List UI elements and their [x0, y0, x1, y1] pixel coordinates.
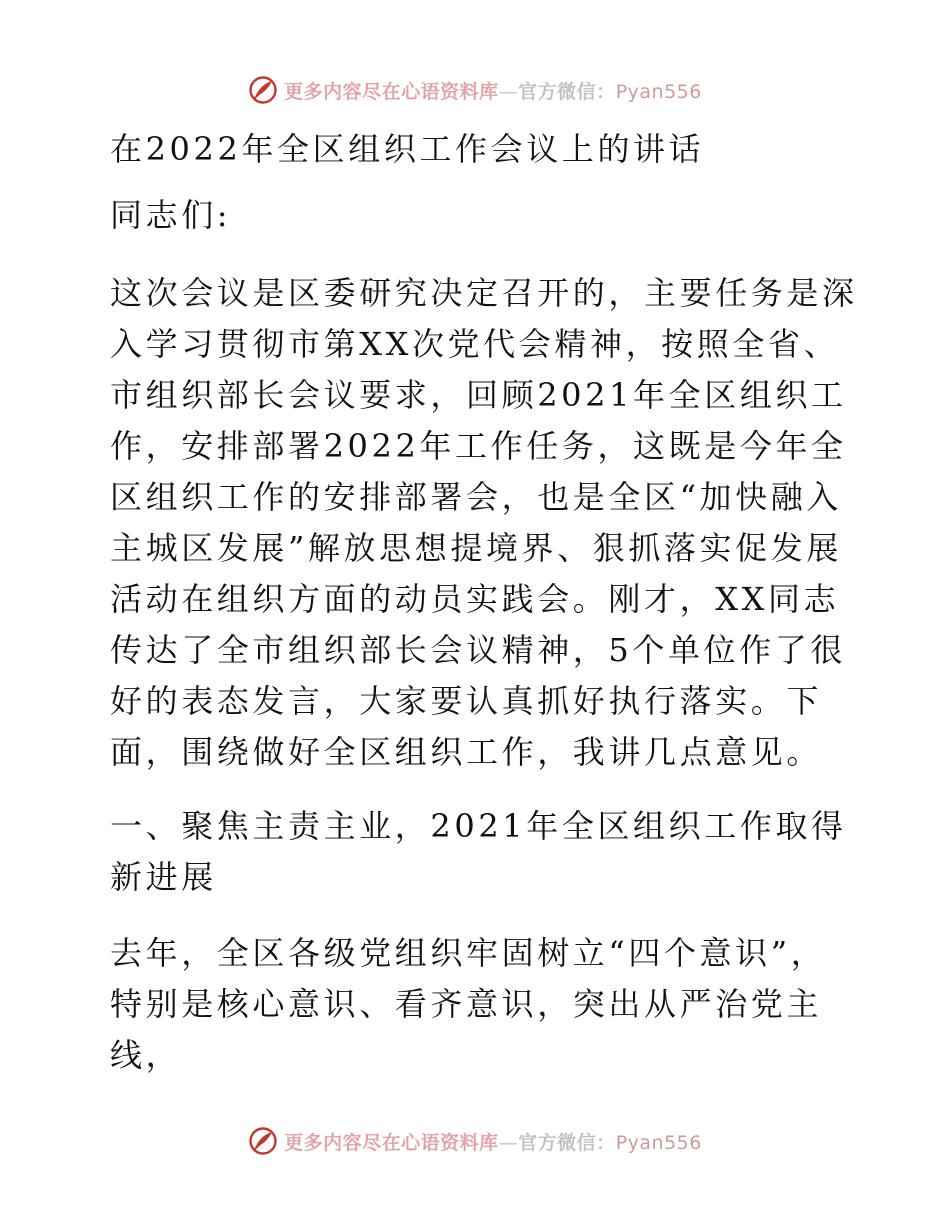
- watermark-wechat-id: Pyan556: [615, 1131, 702, 1154]
- greeting: 同志们:: [110, 196, 232, 234]
- paragraph-section-1: 去年，全区各级党组织牢固树立“四个意识”，特别是核心意识、看齐意识，突出从严治党主线，: [110, 934, 827, 1074]
- watermark-separator: —: [498, 1131, 519, 1154]
- watermark-main-text: 更多内容尽在心语资料库: [284, 80, 499, 103]
- document-body: [98, 124, 858, 1081]
- watermark-main-text: 更多内容尽在心语资料库: [284, 1131, 499, 1154]
- feather-pen-logo-icon: [248, 1126, 278, 1156]
- watermark-text: [284, 1128, 702, 1155]
- section-heading-1: 一、聚焦主责主业，2021年全区组织工作取得新进展: [110, 807, 847, 896]
- watermark-header: [0, 73, 950, 107]
- watermark-footer: [0, 1124, 950, 1158]
- watermark-label: 官方微信：: [518, 80, 616, 103]
- paragraph-intro: 这次会议是区委研究决定召开的，主要任务是深入学习贯彻市第XX次党代会精神，按照全省、市组织部长会议要求，回顾2021年全区组织工作，安排部署2022年工作任务，这既是今年全区组织工作的安排部署会，也是全区“加快融入主城区发展”解放思想提境界、狠抓落实促发展活动在组织方面的动员实践会。刚才，XX同志传达了全市组织部长会议精神，5个单位作了很好的表态发言，大家要认真抓好执行落实。下面，围绕做好全区组织工作，我讲几点意见。: [110, 274, 858, 771]
- watermark-separator: —: [498, 80, 519, 103]
- feather-pen-logo-icon: [248, 75, 278, 105]
- watermark-label: 官方微信：: [518, 1131, 616, 1154]
- watermark-wechat-id: Pyan556: [615, 80, 702, 103]
- document-title: 在2022年全区组织工作会议上的讲话: [110, 130, 705, 168]
- watermark-text: [284, 77, 702, 104]
